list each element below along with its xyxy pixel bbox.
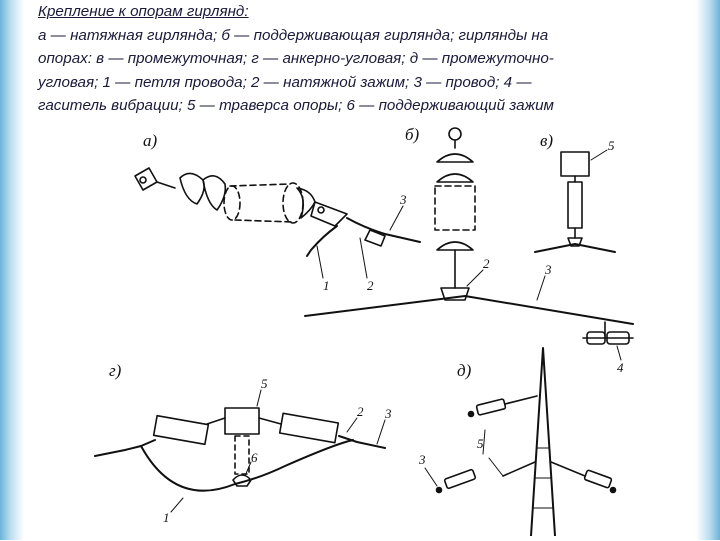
insulator-g-right [280,413,339,442]
label-b-4: 4 [617,360,624,375]
label-g-1: 1 [163,510,170,525]
leader-a-3 [390,206,403,230]
caption-line-4: гаситель вибрации; 5 — траверса опоры; 6 — поддерживающий зажим [38,97,554,114]
caption-line-1: а — натяжная гирлянда; б — поддерживающая гирлянда; гирлянды на [38,26,549,44]
link-1 [157,182,175,188]
dashed-cylinder-left [224,186,240,220]
slide-title: Крепление к опорам гирлянд: [38,3,249,20]
disc-1 [180,173,204,204]
leader-v-5 [591,150,607,160]
insulator-diagram-figure [85,118,655,536]
wire-loop-a [307,226,337,256]
label-g-2: 2 [357,404,364,419]
dashed-section-b [435,186,475,230]
panel-d [418,348,616,536]
clevis-pin [140,177,146,183]
leader-g-2 [347,418,357,432]
wire-point-d-upper [469,412,474,417]
dashed-suspension-g [235,436,249,474]
disc-b-1 [437,154,473,162]
disc-b-2 [437,174,473,182]
label-g-5: 5 [261,376,268,391]
insulator-v [568,182,582,228]
crossarm-d-lower-right [551,462,585,476]
tension-clamp [311,202,347,226]
label-d-5: 5 [477,436,484,451]
leader-b-4 [617,346,621,360]
crossarm-d-lower-left [503,462,535,476]
label-v-5: 5 [608,138,615,153]
panel-v [535,131,615,252]
link-g-right [259,418,281,424]
insulator-g-left [154,416,209,445]
leader-d-3 [425,468,437,486]
wire-loop-g [141,440,353,491]
leader-d-5b [489,458,503,476]
insulator-d-right [584,470,612,488]
wire-point-d-right [611,488,616,493]
leader-b-2 [467,270,483,286]
panel-v-letter: в) [540,131,554,150]
caption-block [38,0,718,118]
clamp-pin [318,207,324,213]
panel-g [95,361,392,525]
label-a-3: 3 [400,192,407,207]
leader-g-3 [377,420,385,444]
caption-line-2: опорах: в — промежуточная; г — анкерно-угловая; д — промежуточно- [38,50,554,67]
leader-b-3 [537,276,545,300]
disc-b-3 [437,242,473,250]
insulator-diagram [85,118,655,536]
wire-point-d-lower [437,488,442,493]
panel-a [135,131,420,293]
link-g-left [207,418,225,424]
wire-b [305,296,633,324]
label-a-1: 1 [323,278,330,293]
disc-2 [203,176,225,210]
label-b-3: 3 [545,262,552,277]
panel-g-letter: г) [109,361,122,380]
leader-a-2 [360,238,367,278]
crossarm-box-v [561,152,589,176]
leader-g-1 [171,498,183,512]
panel-a-letter: а) [143,131,158,150]
label-g-6: 6 [251,450,258,465]
caption-line-3: угловая; 1 — петля провода; 2 — натяжной зажим; 3 — провод; 4 — [38,73,532,91]
label-a-2: 2 [367,278,374,293]
label-g-3: 3 [385,406,392,421]
leader-a-1 [317,246,323,278]
label-d-3: 3 [419,452,426,467]
top-eye [449,128,461,140]
insulator-d-upper [476,399,506,415]
insulator-d-lower [444,469,476,489]
panel-d-letter: д) [457,361,472,380]
leader-g-5 [257,390,261,406]
panel-b-letter: б) [405,125,420,144]
crossarm-box-g [225,408,259,434]
label-b-2: 2 [483,256,490,271]
panel-b [305,125,633,375]
crossarm-d-upper [505,396,537,404]
